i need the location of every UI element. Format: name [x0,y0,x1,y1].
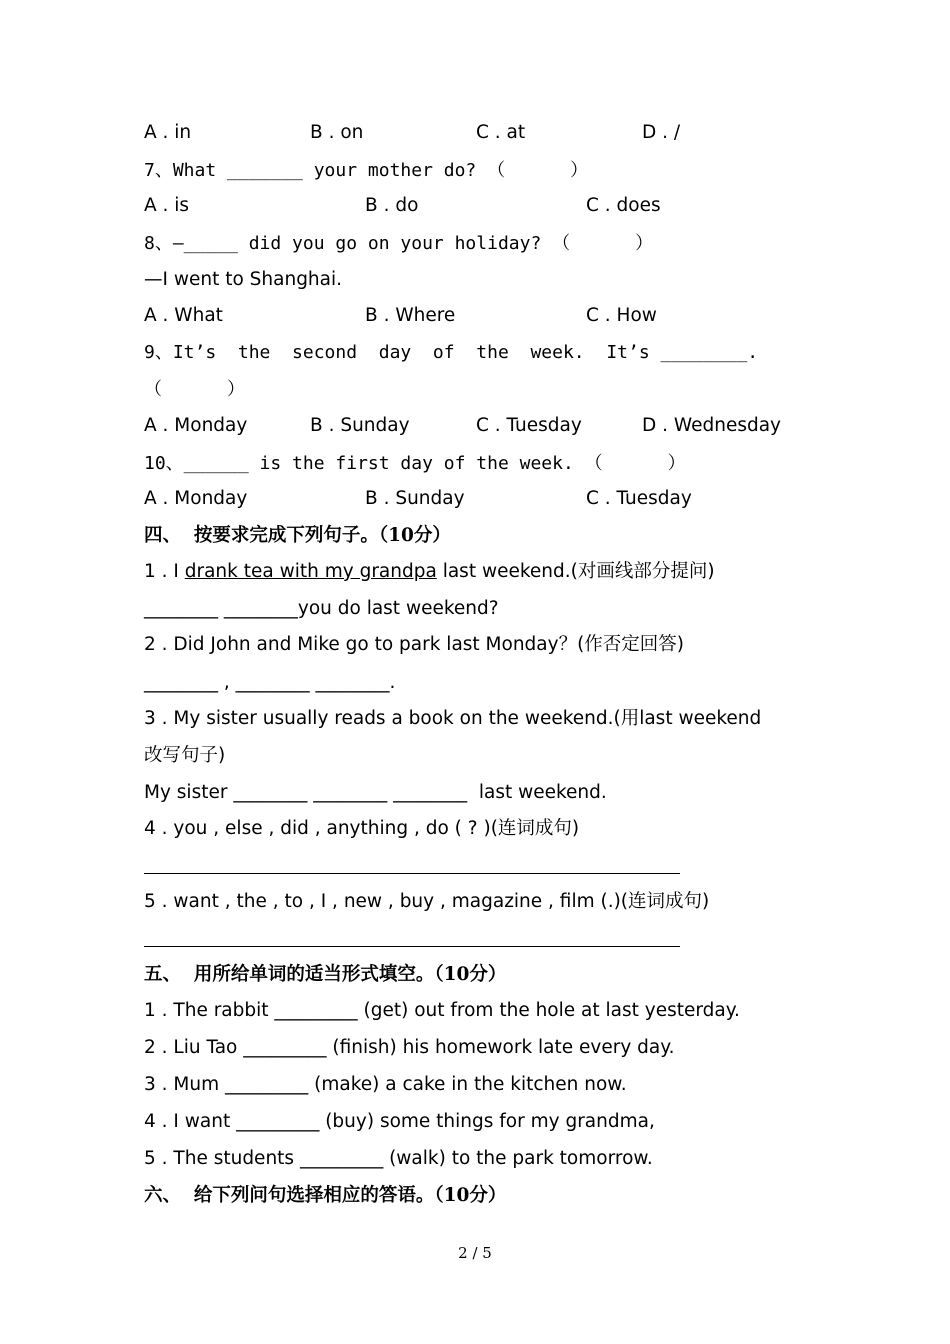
s4-item2-answer: ________ , ________ ________. [144,672,396,693]
q6-option-a: A . in [144,122,192,143]
s5-item2: 2 . Liu Tao _________ (finish) his homework late every day. [144,1037,675,1058]
q8-reply: —I went to Shanghai. [144,269,343,290]
s4-item3-line2: 改写句子) [144,745,226,766]
s4-item1-pre: 1 . I [144,561,185,582]
s5-item4: 4 . I want _________ (buy) some things for my grandma, [144,1111,655,1132]
section5-heading: 五、 用所给单词的适当形式填空。（10分） [144,964,507,985]
q8-option-c: C . How [586,305,657,326]
q10-stem: 10、______ is the first day of the week. （ ） [144,453,686,474]
q7-option-a: A . is [144,195,190,216]
s4-item4-answer-line [144,873,680,874]
s5-item5: 5 . The students _________ (walk) to the park tomorrow. [144,1148,653,1169]
s4-item4: 4 . you , else , did , anything , do ( ? )(连词成句) [144,818,580,839]
section4-heading: 四、 按要求完成下列句子。（10分） [144,525,451,546]
q8-option-a: A . What [144,305,223,326]
section6-heading: 六、 给下列问句选择相应的答语。（10分） [144,1185,507,1206]
q8-option-b: B . Where [365,305,456,326]
q9-option-d: D . Wednesday [642,415,781,436]
s4-item1-post: last weekend.(对画线部分提问) [436,561,715,582]
q10-option-c: C . Tuesday [586,488,692,509]
q10-option-b: B . Sunday [365,488,465,509]
q9-option-c: C . Tuesday [476,415,582,436]
s4-item5-answer-line [144,946,680,947]
s4-item1 [144,560,715,584]
s5-item3: 3 . Mum _________ (make) a cake in the kitchen now. [144,1074,627,1095]
q7-stem: 7、What _______ your mother do? （ ） [144,160,589,181]
q10-option-a: A . Monday [144,488,248,509]
s4-item3-answer: My sister ________ ________ ________ last weekend. [144,782,607,803]
q6-option-d: D . / [642,122,681,143]
q7-option-c: C . does [586,195,661,216]
s5-item1: 1 . The rabbit _________ (get) out from the hole at last yesterday. [144,1000,740,1021]
s4-item2: 2 . Did John and Mike go to park last Monday？(作否定回答) [144,634,685,655]
q9-option-a: A . Monday [144,415,248,436]
q6-option-c: C . at [476,122,526,143]
s4-item3-line1: 3 . My sister usually reads a book on the weekend.(用last weekend [144,708,762,729]
q9-stem: 9、It’s the second day of the week. It’s ________. [144,342,759,363]
s4-item1-underlined: drank tea with my grandpa [184,561,437,582]
s4-item1-answer: ________ ________you do last weekend? [144,598,499,619]
page-number: 2 / 5 [458,1244,492,1262]
q6-option-b: B . on [310,122,364,143]
q9-option-b: B . Sunday [310,415,410,436]
s4-item5: 5 . want , the , to , I , new , buy , magazine , film (.)(连词成句) [144,891,710,912]
q9-bracket: （ ） [144,379,246,400]
q7-option-b: B . do [365,195,419,216]
q8-stem: 8、—_____ did you go on your holiday? （ ） [144,233,654,254]
